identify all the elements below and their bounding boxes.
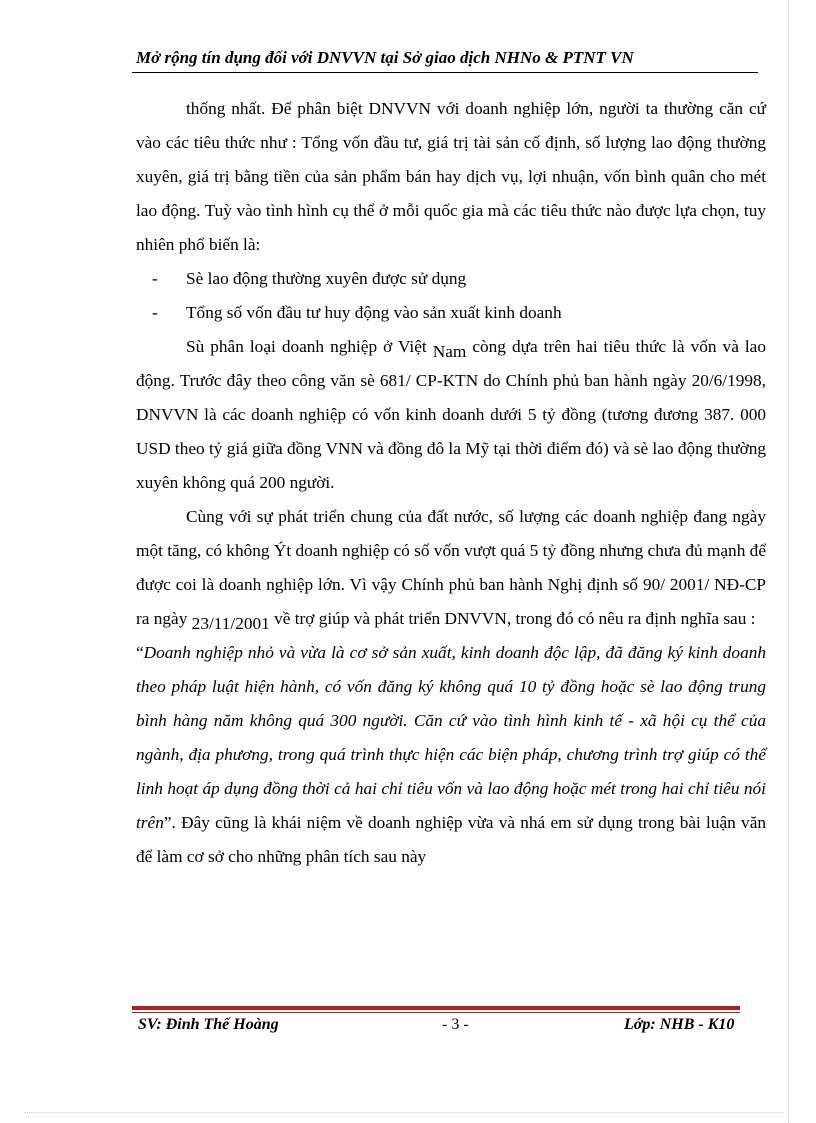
paragraph-1: thống nhất. Để phân biệt DNVVN với doanh nghiệp lớn, người ta thường căn cứ vào các tiêu thức như : Tổng vốn đầu tư, giá trị tài sản cố định, số lượng lao động thường xuyên, giá trị bằng tiền của sản phẩm bán hay dịch vụ, lợi nhuận, vốn bình quân cho mét lao động. Tuỳ vào tình hình cụ thể ở mỗi quốc gia mà các tiêu thức nào được lựa chọn, tuy nhiên phổ biến là: xyxy=(136,99,766,254)
list-item xyxy=(136,296,766,330)
paragraph-3-date: 23/11/2001 xyxy=(191,614,270,633)
paragraph-2 xyxy=(136,330,766,500)
footer-student: SV: Đinh Thế Hoàng xyxy=(138,1016,279,1033)
paragraph-2-start: Sù phân loại doanh nghiệp ở Việt xyxy=(186,337,427,356)
paragraph-3-rest: về trợ giúp và phát triển DNVVN, trong đó có nêu ra định nghĩa sau : xyxy=(269,609,756,628)
list-item-text: Tổng số vốn đầu tư huy động vào sản xuất kinh doanh xyxy=(186,303,562,322)
paragraph-4: Đây cũng là khái niệm về doanh nghiệp vừa và nhá em sử dụng trong bài luận văn để làm cơ sở cho những phân tích sau này xyxy=(136,813,767,866)
footer-rule-thick xyxy=(132,1006,740,1010)
quote-close: ”. xyxy=(163,813,182,832)
page-edge-right xyxy=(788,0,789,1123)
quote-text: Doanh nghiệp nhỏ và vừa là cơ sở sản xuất, kinh doanh độc lập, đã đăng ký kinh doanh theo pháp luật hiện hành, có vốn đăng ký không quá 10 tỷ đồng hoặc sè lao động trung bình hàng năm không quá 300 người. Căn cứ vào tình hình kinh tế - xã hội cụ thể của ngành, địa phương, trong quá trình thực hiện các biện pháp, chương trình trợ giúp có thể linh hoạt áp dụng đồng thời cả hai chỉ tiêu vốn và lao động hoặc mét trong hai chỉ tiêu nói trên xyxy=(136,643,766,832)
definition-quote xyxy=(136,636,766,874)
paragraph-3 xyxy=(136,500,766,636)
bullet-marker: - xyxy=(152,269,158,288)
list-item-text: Sè lao động thường xuyên được sử dụng xyxy=(186,269,467,288)
footer-rule-thin xyxy=(132,1012,740,1013)
header-title: Mở rộng tín dụng đối với DNVVN tại Sở giao dịch NHNo & PTNT VN xyxy=(136,48,634,67)
bullet-marker: - xyxy=(152,303,158,322)
paragraph-2-nam: Nam xyxy=(432,342,467,361)
footer-class: Lớp: NHB - K10 xyxy=(624,1016,735,1033)
list-item xyxy=(136,262,766,296)
header-rule xyxy=(132,72,758,73)
quote-open: “ xyxy=(136,643,144,662)
paragraph-2-rest: còng dựa trên hai tiêu thức là vốn và lao động. Trước đây theo công văn sè 681/ CP-KTN do Chính phủ ban hành ngày 20/6/1998, DNVVN là các doanh nghiệp có vốn kinh doanh dưới 5 tỷ đồng (tương đương 387. 000 USD theo tỷ giá giữa đồng VNN và đồng đô la Mỹ tại thời điểm đó) và sè lao động thường xuyên không quá 200 người. xyxy=(136,337,766,492)
page-edge-bottom xyxy=(24,1112,784,1113)
page-number: - 3 - xyxy=(442,1016,469,1033)
paragraph-3-start: Cùng với sự phát triển chung của đất nước, số lượng các doanh nghiệp đang ngày một tăng, có không Ýt doanh nghiệp có số vốn vượt quá 5 tỷ đồng nhưng chưa đủ mạnh để được coi là doanh nghiệp lớn. Vì vậy Chính phủ ban hành Nghị định số 90/ 2001/ NĐ-CP ra ngày xyxy=(136,507,766,628)
document-body xyxy=(136,92,766,874)
